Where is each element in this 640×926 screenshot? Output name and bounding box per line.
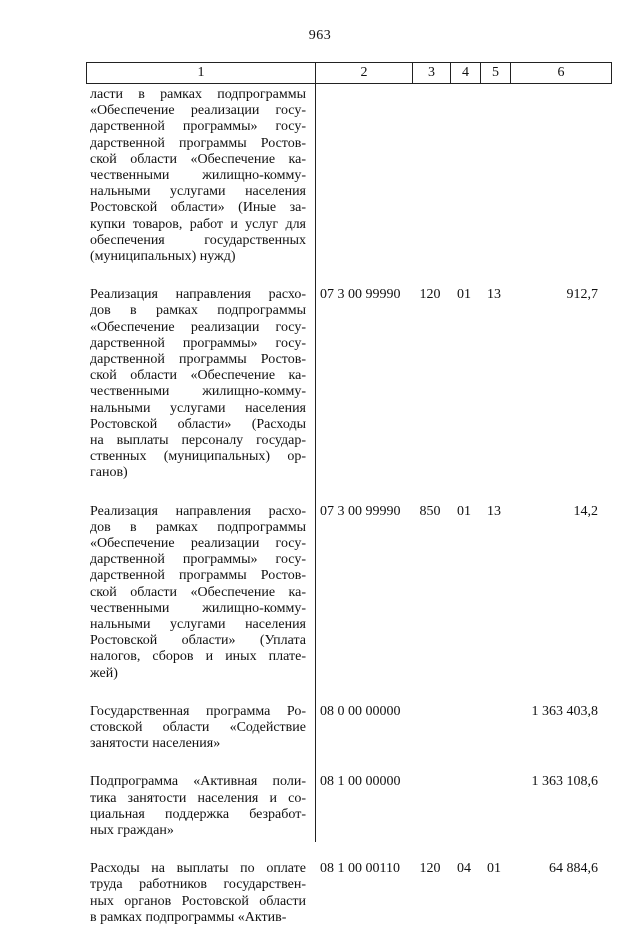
description-line: (муниципальных) нужд) bbox=[90, 249, 236, 265]
header-col-6: 6 bbox=[557, 65, 565, 80]
table-row bbox=[86, 704, 612, 753]
row-amount: 64 884,6 bbox=[549, 861, 598, 877]
description-line: Ростовской области» (Уплата bbox=[90, 633, 306, 649]
description-line: нальными услугами населения bbox=[90, 184, 306, 200]
description-line: занятости населения» bbox=[90, 736, 221, 752]
description-line: купки товаров, работ и услуг для bbox=[90, 216, 306, 232]
row-description bbox=[90, 504, 306, 682]
description-line: чественными жилищно-комму- bbox=[90, 600, 306, 616]
description-line: дарственной программы» госу- bbox=[90, 552, 306, 568]
row-subsection: 13 bbox=[487, 287, 501, 303]
row-subsection: 13 bbox=[487, 503, 501, 519]
row-code: 08 0 00 00000 bbox=[320, 703, 401, 719]
page-number: 963 bbox=[308, 28, 332, 43]
row-amount: 1 363 403,8 bbox=[531, 703, 598, 719]
description-line: ных граждан» bbox=[90, 823, 174, 838]
description-line: Реализация направления расхо- bbox=[90, 287, 306, 303]
row-section: 01 bbox=[457, 503, 471, 519]
row-section: 04 bbox=[457, 861, 471, 877]
row-subsection: 01 bbox=[487, 861, 501, 877]
description-line: «Обеспечение реализации госу- bbox=[90, 536, 306, 551]
header-col-2: 2 bbox=[316, 63, 413, 83]
description-line: труда работников государствен- bbox=[90, 877, 306, 893]
description-line: «Обеспечение реализации госу- bbox=[90, 319, 306, 335]
description-line: ласти в рамках подпрограммы bbox=[90, 87, 306, 102]
description-line: чественными жилищно-комму- bbox=[90, 384, 306, 400]
description-line: Ростовской области» (Расходы bbox=[90, 416, 306, 432]
description-line: дов в рамках подпрограммы bbox=[90, 303, 306, 319]
description-line: «Обеспечение реализации госу- bbox=[90, 103, 306, 119]
description-line: дарственной программы» госу- bbox=[90, 335, 306, 351]
table-row bbox=[86, 87, 612, 265]
description-line: ской области «Обеспечение ка- bbox=[90, 368, 306, 384]
description-line: ганов) bbox=[90, 465, 128, 481]
description-line: дов в рамках подпрограммы bbox=[90, 519, 306, 535]
description-line: ской области «Обеспечение ка- bbox=[90, 584, 306, 600]
description-line: Расходы на выплаты по оплате bbox=[90, 861, 306, 877]
row-description bbox=[90, 704, 306, 753]
description-line: тика занятости населения и со- bbox=[90, 790, 306, 806]
row-description bbox=[90, 287, 306, 481]
description-line: на выплаты персоналу государ- bbox=[90, 433, 306, 449]
description-line: дарственной программы Ростов- bbox=[90, 352, 306, 367]
description-line: Подпрограмма «Активная поли- bbox=[90, 774, 306, 790]
header-col-4: 4 bbox=[451, 63, 481, 83]
table-header bbox=[86, 62, 612, 84]
row-code: 07 3 00 99990 bbox=[320, 287, 401, 303]
description-line: дарственной программы Ростов- bbox=[90, 135, 306, 151]
row-section: 01 bbox=[457, 287, 471, 303]
table-row bbox=[86, 504, 612, 682]
row-code: 07 3 00 99990 bbox=[320, 503, 401, 519]
description-line: нальными услугами населения bbox=[90, 617, 306, 633]
table-row bbox=[86, 861, 612, 926]
row-expense-type: 850 bbox=[419, 503, 441, 519]
description-line: циальная поддержка безработ- bbox=[90, 806, 306, 822]
row-description bbox=[90, 87, 306, 265]
description-line: дарственной программы Ростов- bbox=[90, 568, 306, 584]
description-line: чественными жилищно-комму- bbox=[90, 168, 306, 184]
row-expense-type: 120 bbox=[419, 861, 441, 877]
description-line: стовской области «Содействие bbox=[90, 720, 306, 735]
description-line: обеспечения государственных bbox=[90, 232, 306, 248]
description-line: ных органов Ростовской области bbox=[90, 893, 306, 909]
table-row bbox=[86, 774, 612, 839]
table-row bbox=[86, 287, 612, 481]
description-line: ской области «Обеспечение ка- bbox=[90, 151, 306, 167]
row-description bbox=[90, 774, 306, 839]
row-amount: 14,2 bbox=[573, 503, 598, 519]
description-line: налогов, сборов и иных плате- bbox=[90, 649, 306, 665]
description-line: нальными услугами населения bbox=[90, 400, 306, 416]
row-code: 08 1 00 00110 bbox=[320, 861, 400, 877]
header-col-3: 3 bbox=[413, 63, 451, 83]
row-description bbox=[90, 861, 306, 926]
row-amount: 912,7 bbox=[566, 287, 598, 303]
description-line: в рамках подпрограммы «Актив- bbox=[90, 909, 287, 925]
description-line: Государственная программа Ро- bbox=[90, 703, 306, 719]
description-line: Ростовской области» (Иные за- bbox=[90, 200, 306, 216]
row-code: 08 1 00 00000 bbox=[320, 774, 401, 790]
header-col-5: 5 bbox=[481, 63, 511, 83]
description-line: дарственной программы» госу- bbox=[90, 119, 306, 135]
row-expense-type: 120 bbox=[419, 287, 441, 303]
header-col-1: 1 bbox=[87, 63, 316, 83]
description-line: жей) bbox=[90, 665, 118, 681]
row-amount: 1 363 108,6 bbox=[531, 774, 598, 790]
description-line: Реализация направления расхо- bbox=[90, 503, 306, 519]
description-line: ственных (муниципальных) ор- bbox=[90, 449, 306, 465]
